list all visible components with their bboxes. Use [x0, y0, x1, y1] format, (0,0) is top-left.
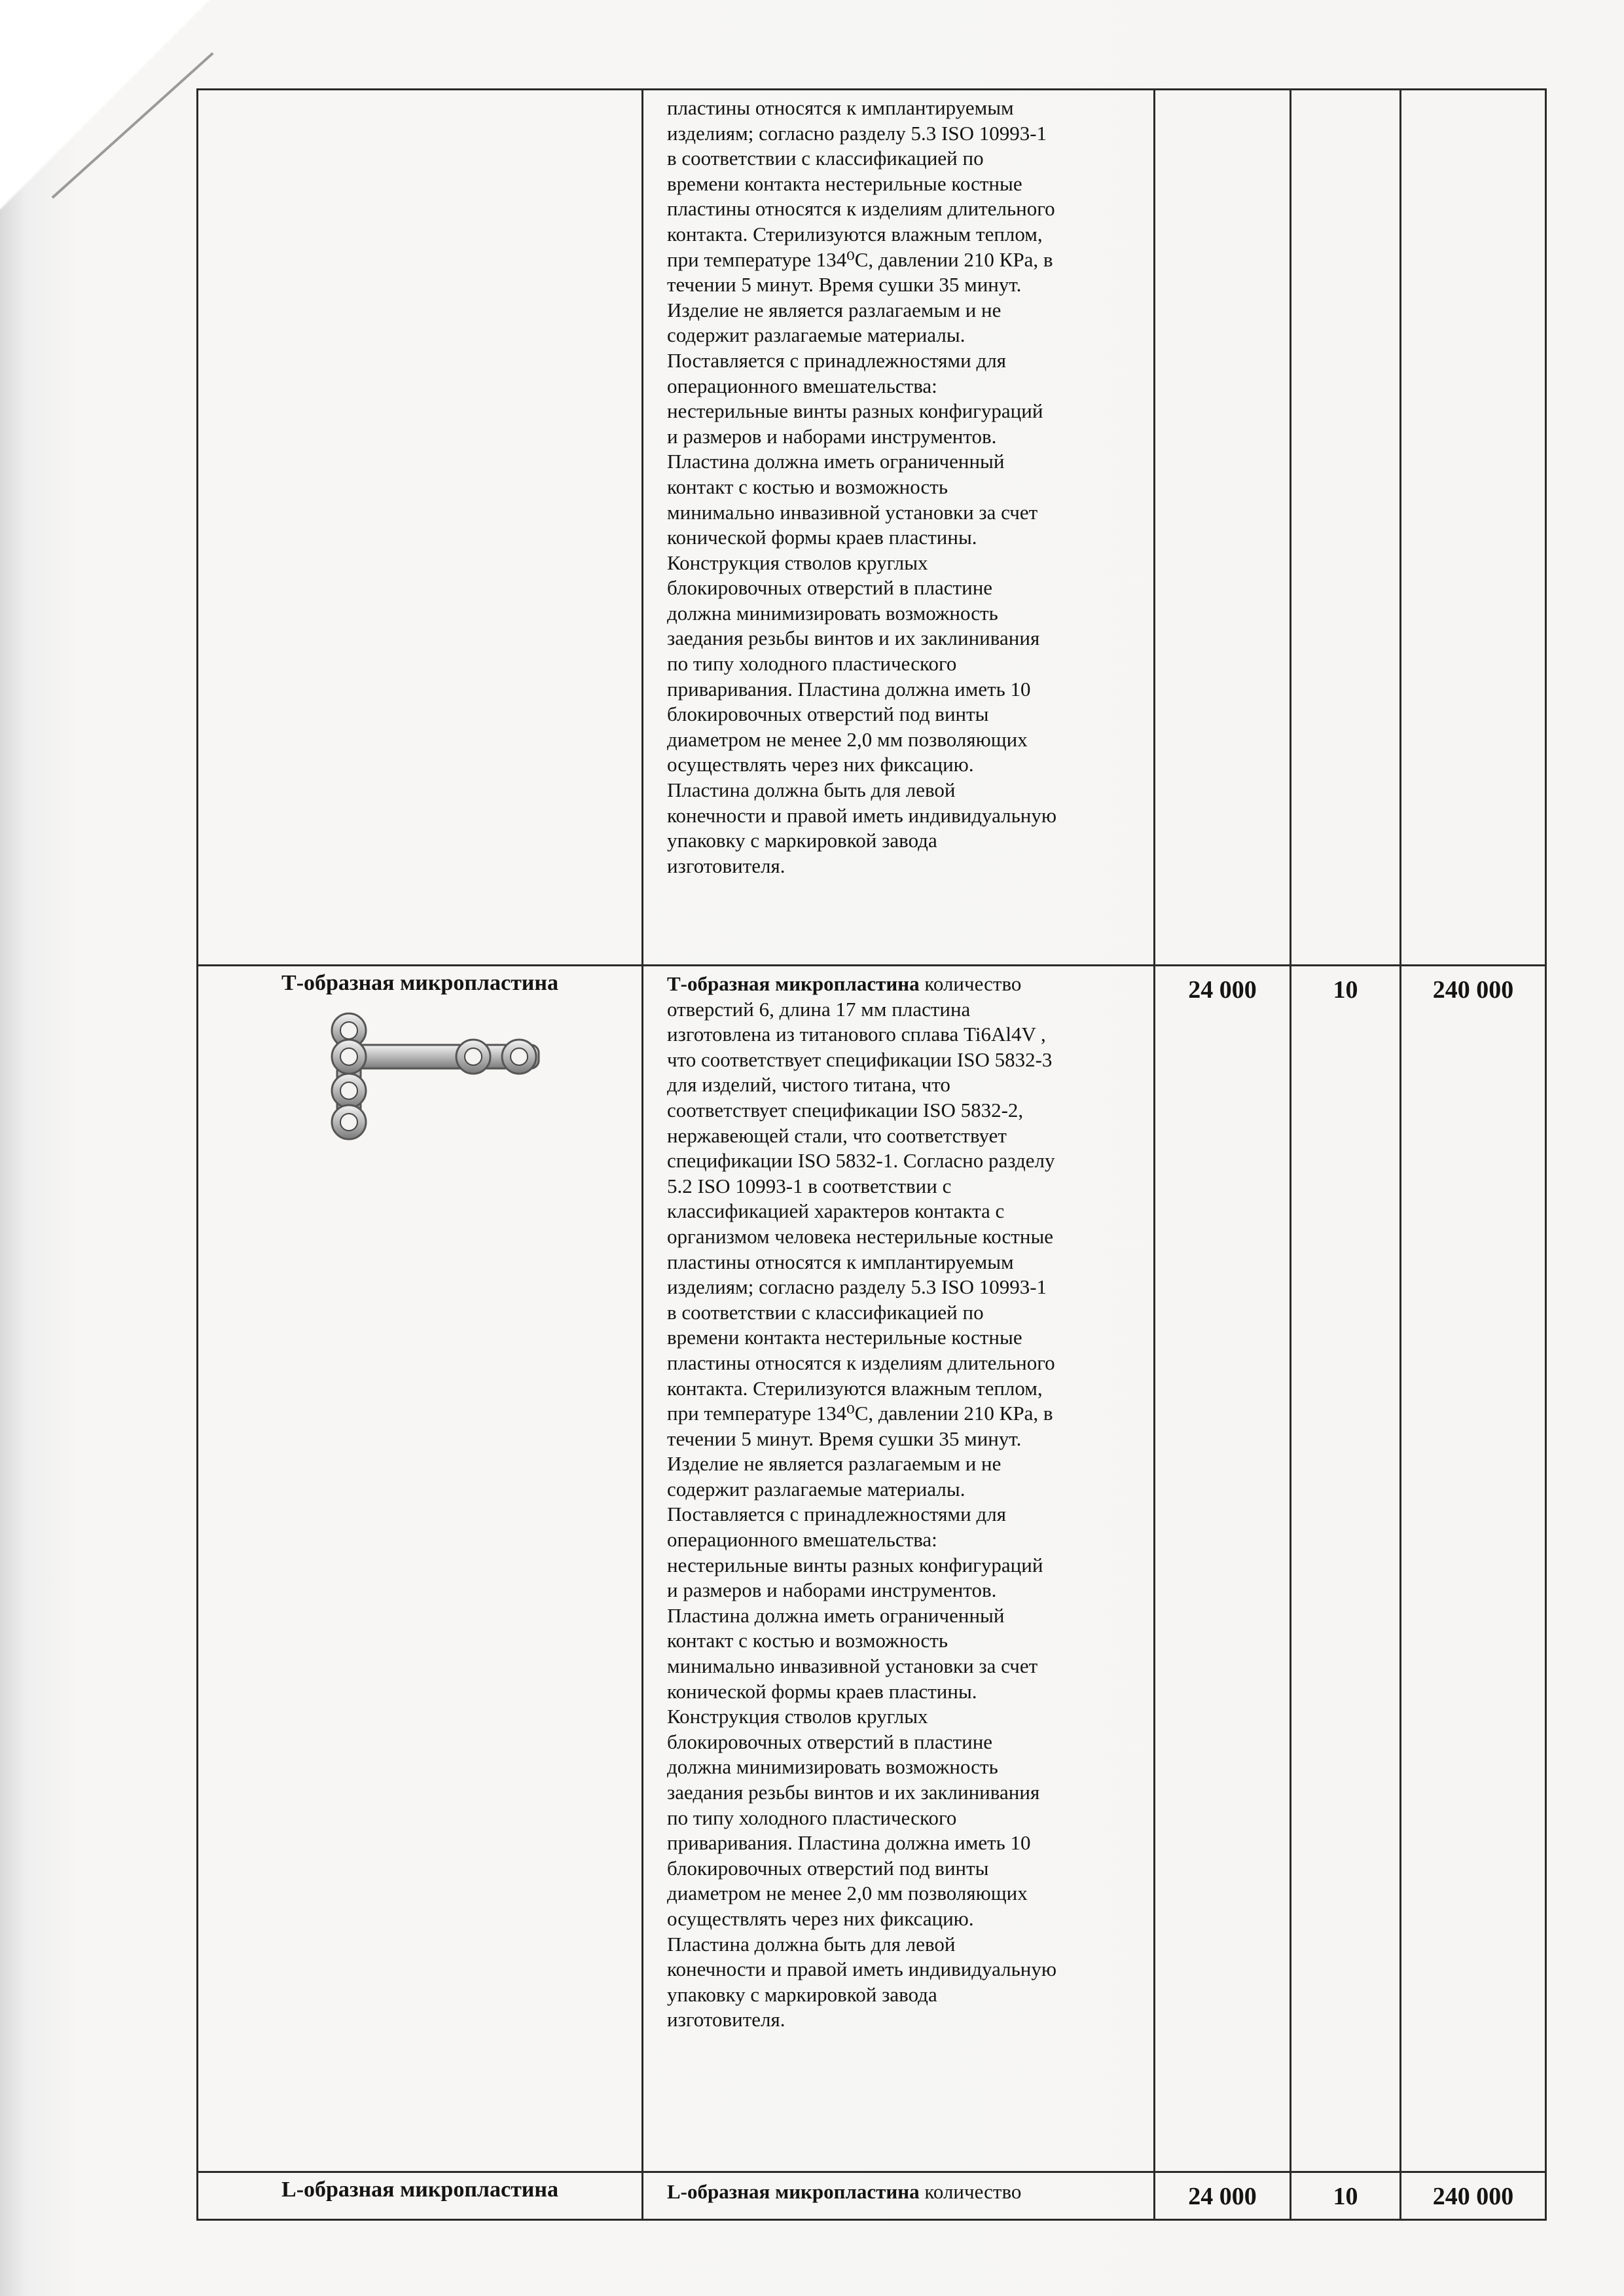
- quantity: 10: [1333, 2183, 1358, 2210]
- sum-cell: [1401, 90, 1546, 966]
- price-cell: [1155, 966, 1291, 2172]
- qty-cell: [1291, 2172, 1401, 2220]
- description-cell: [643, 2172, 1155, 2220]
- t-shaped-plate-icon: [297, 1006, 558, 1163]
- description-text: [643, 2173, 1153, 2209]
- description-body: количество отверстий 6, длина 17 мм пластина изготовлена из титанового сплава Ti6Al4V , что соответствует спецификации ISO 5832-3 для изделий, чистого титана, что соответствует спецификации ISO 5832-2, нержавеющей стали, что соответствует спецификации ISO 5832-1. Согласно разделу 5.2 ISO 10993-1 в соответствии с классификацией характеров контакта с организмом человека нестерильные костные пластины относятся к имплантируемым изделиям; согласно разделу 5.3 ISO 10993-1 в соответствии с классификацией по времени контакта нестерильные костные пластины относятся к изделиям длительного контакта. Стерилизуются влажным теплом, при температуре 134⁰С, давлении 210 КРа, в течении 5 минут. Время сушки 35 минут. Изделие не является разлагаемым и не содержит разлагаемые материалы. Поставляется с принадлежностями для операционного вмешательства: нестерильные винты разных конфигураций и размеров и наборами инструментов. Пластина должна иметь ограниченный контакт с костью и возможность минимально инвазивной установки за счет конической формы краев пластины. Конструкция стволов круглых блокировочных отверстий в пластине должна минимизировать возможность заедания резьбы винтов и их заклинивания по типу холодного пластического приваривания. Пластина должна иметь 10 блокировочных отверстий под винты диаметром не менее 2,0 мм позволяющих осуществлять через них фиксацию. Пластина должна быть для левой конечности и правой иметь индивидуальную упаковку с маркировкой завода изготовителя.: [667, 972, 1057, 2032]
- qty-cell: [1291, 966, 1401, 2172]
- table-row-continuation: [198, 90, 1546, 966]
- price-cell: [1155, 2172, 1291, 2220]
- total-sum: 240 000: [1432, 2183, 1514, 2210]
- page-folded-corner: [0, 0, 223, 210]
- unit-price: 24 000: [1188, 976, 1257, 1004]
- price-cell: [1155, 90, 1291, 966]
- description-text: [643, 966, 1153, 2037]
- unit-price: 24 000: [1188, 2183, 1257, 2210]
- name-cell: [198, 90, 643, 966]
- description-text: пластины относятся к имплантируемым изделиям; согласно разделу 5.3 ISO 10993-1 в соответствии с классификацией по времени контакта нестерильные костные пластины относятся к изделиям длительного контакта. Стерилизуются влажным теплом, при температуре 134⁰С, давлении 210 КРа, в течении 5 минут. Время сушки 35 минут. Изделие не является разлагаемым и не содержит разлагаемые материалы. Поставляется с принадлежностями для операционного вмешательства: нестерильные винты разных конфигураций и размеров и наборами инструментов. Пластина должна иметь ограниченный контакт с костью и возможность минимально инвазивной установки за счет конической формы краев пластины. Конструкция стволов круглых блокировочных отверстий в пластине должна минимизировать возможность заедания резьбы винтов и их заклинивания по типу холодного пластического приваривания. Пластина должна иметь 10 блокировочных отверстий под винты диаметром не менее 2,0 мм позволяющих осуществлять через них фиксацию. Пластина должна быть для левой конечности и правой иметь индивидуальную упаковку с маркировкой завода изготовителя.: [667, 96, 1057, 877]
- name-cell: [198, 966, 643, 2172]
- sum-cell: [1401, 2172, 1546, 2220]
- item-name: L-образная микропластина: [281, 2178, 558, 2202]
- description-cell: [643, 90, 1155, 966]
- item-name: Т-образная микропластина: [281, 971, 558, 995]
- specification-table: [196, 88, 1547, 2221]
- qty-cell: [1291, 90, 1401, 966]
- description-bold-name: L-образная микропластина: [667, 2180, 920, 2203]
- table-row-t-plate: [198, 966, 1546, 2172]
- total-sum: 240 000: [1432, 976, 1514, 1004]
- description-body: количество: [919, 2180, 1022, 2203]
- table-row-l-plate: [198, 2172, 1546, 2220]
- name-cell: [198, 2172, 643, 2220]
- sum-cell: [1401, 966, 1546, 2172]
- description-cell: [643, 966, 1155, 2172]
- quantity: 10: [1333, 976, 1358, 1004]
- description-bold-name: Т-образная микропластина: [667, 972, 920, 995]
